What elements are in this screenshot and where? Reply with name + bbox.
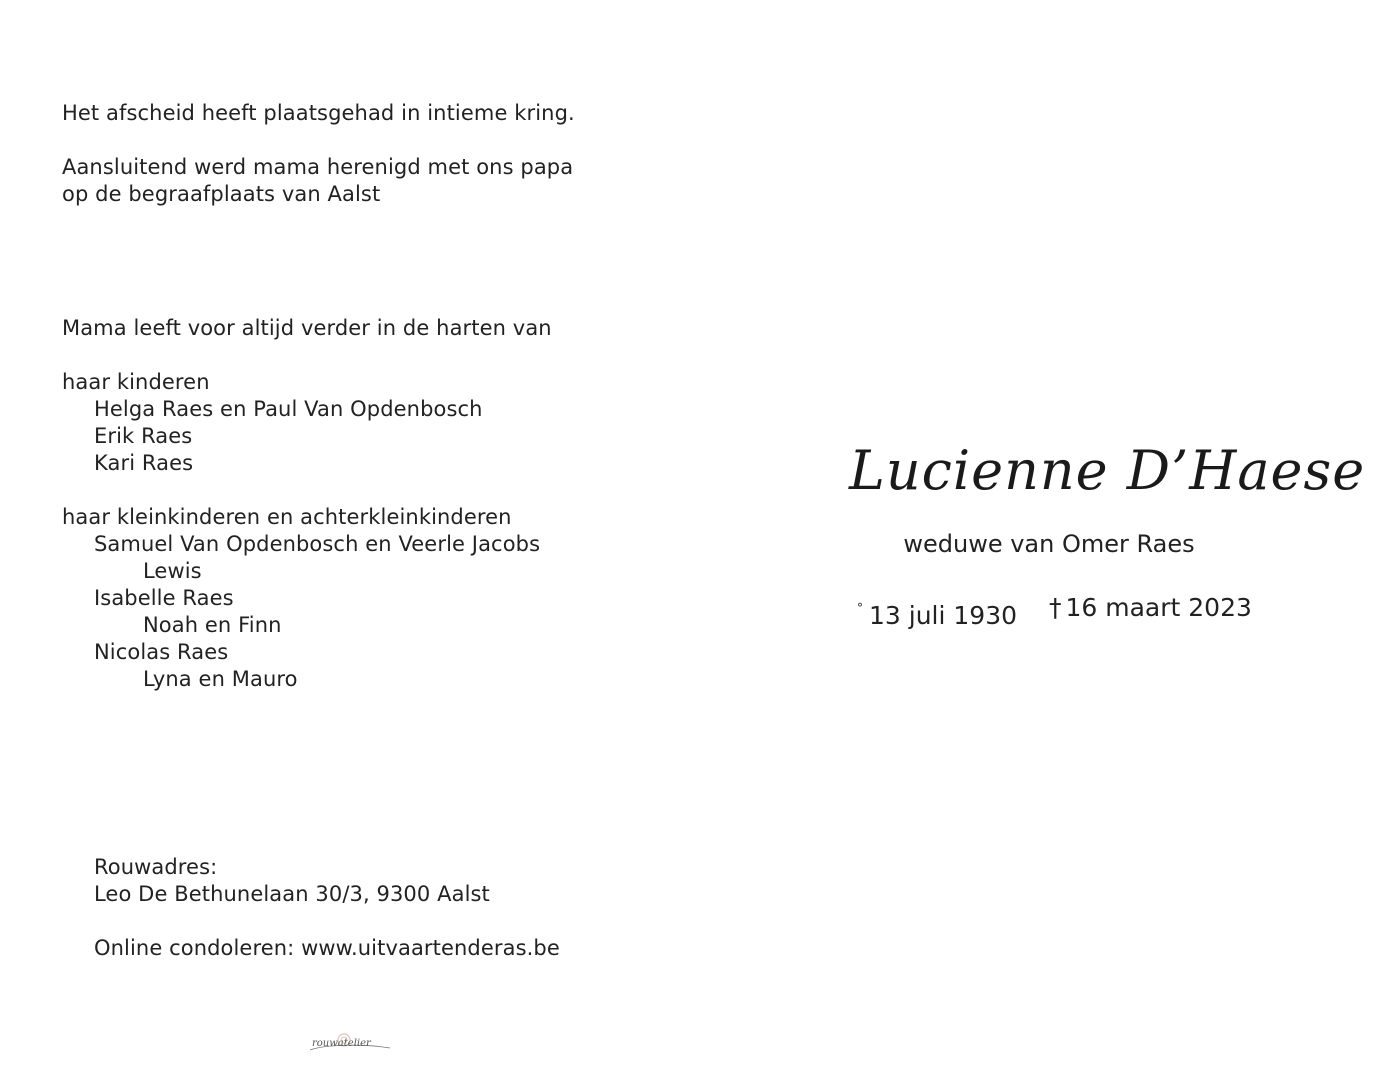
grandchild-name: Nicolas Raes <box>94 640 229 664</box>
death-date: 16 maart 2023 <box>1065 593 1252 622</box>
address-label: Rouwadres: <box>94 855 218 879</box>
child-name: Kari Raes <box>94 451 194 475</box>
hearts-intro: Mama leeft voor altijd verder in de harten van <box>62 316 552 340</box>
condolence-text: Online condoleren: www.uitvaartenderas.be <box>94 936 560 960</box>
child-name: Helga Raes en Paul Van Opdenbosch <box>94 397 483 421</box>
great-grandchild-names: Lewis <box>143 559 202 583</box>
birth-date-group <box>857 591 1017 633</box>
widow-subtitle: weduwe van Omer Raes <box>903 530 1195 558</box>
address-text: Leo De Bethunelaan 30/3, 9300 Aalst <box>94 882 490 906</box>
child-name: Erik Raes <box>94 424 193 448</box>
birth-date: 13 juli 1930 <box>869 601 1018 630</box>
children-heading: haar kinderen <box>62 370 210 394</box>
death-date-group <box>1049 591 1252 625</box>
reunion-text-line-1: Aansluitend werd mama herenigd met ons papa <box>62 155 574 179</box>
right-page <box>699 0 1398 1080</box>
logo-text: rouwatelier <box>312 1038 371 1049</box>
great-grandchild-names: Noah en Finn <box>143 613 282 637</box>
farewell-text: Het afscheid heeft plaatsgehad in intieme kring. <box>62 101 575 125</box>
birth-symbol: ° <box>857 601 863 615</box>
cross-icon: † <box>1049 593 1062 622</box>
grandchildren-heading: haar kleinkinderen en achterkleinkinderen <box>62 505 512 529</box>
great-grandchild-names: Lyna en Mauro <box>143 667 298 691</box>
deceased-name: Lucienne D’Haese <box>849 439 1366 502</box>
grandchild-name: Isabelle Raes <box>94 586 234 610</box>
reunion-text-line-2: op de begraafplaats van Aalst <box>62 182 381 206</box>
rouwatelier-logo <box>306 1026 396 1066</box>
grandchild-name: Samuel Van Opdenbosch en Veerle Jacobs <box>94 532 541 556</box>
